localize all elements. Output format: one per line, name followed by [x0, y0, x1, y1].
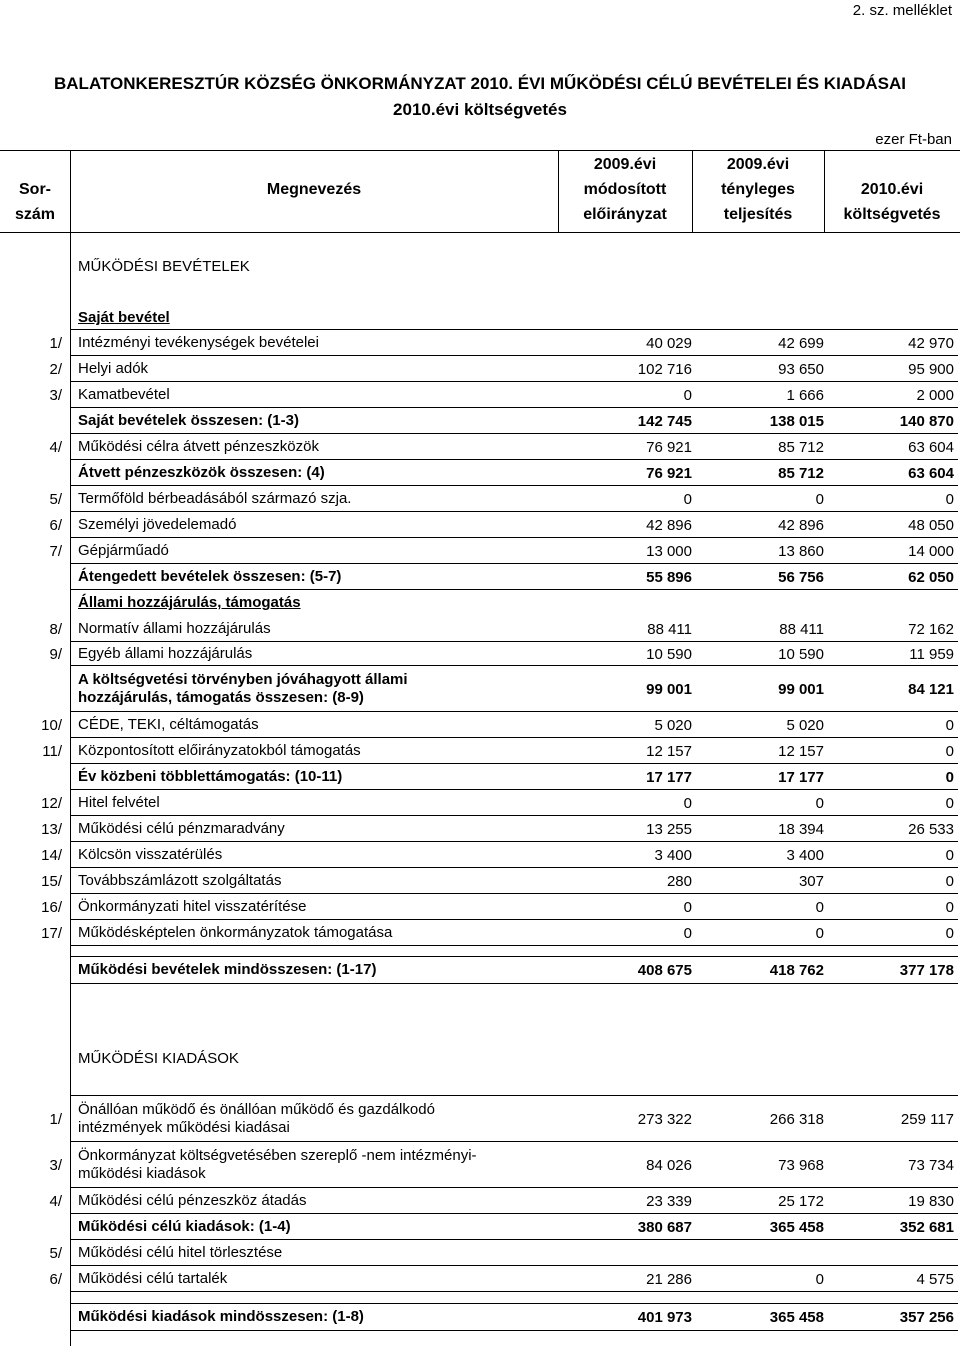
row-number: [0, 1214, 66, 1240]
row-value-col3: 0: [945, 794, 954, 812]
state-subsidy-subtitle: Állami hozzájárulás, támogatás: [78, 594, 301, 611]
row-number: 12/: [41, 794, 62, 812]
row-label: Működésképtelen önkormányzatok támogatása: [78, 924, 393, 941]
row-number: 9/: [49, 645, 62, 663]
row-label: Működési bevételek mindösszesen: (1-17): [78, 961, 377, 978]
header-megnevezes: Megnevezés: [266, 181, 362, 198]
row-label: Termőföld bérbeadásából származó szja.: [78, 490, 352, 507]
row-label: Gépjárműadó: [78, 542, 169, 559]
row-number: [0, 666, 66, 712]
row-number: [0, 460, 66, 486]
row-number: 2/: [49, 360, 62, 378]
row-number: 4/: [49, 1192, 62, 1210]
row-number: 13/: [41, 820, 62, 838]
row-value-col1: 380 687: [637, 1218, 692, 1236]
income-row: [0, 538, 958, 564]
row-value-col1: 99 001: [646, 680, 692, 698]
row-value-col1: 5 020: [654, 716, 692, 734]
row-number: 3/: [49, 1156, 62, 1174]
row-rule: [70, 1291, 958, 1292]
row-value-col3: 19 830: [908, 1192, 954, 1210]
row-value-col2: 42 896: [778, 516, 824, 534]
row-label: Átengedett bevételek összesen: (5-7): [78, 568, 342, 585]
income-row: [0, 712, 958, 738]
row-value-col1: 0: [683, 898, 692, 916]
row-value-col1: 142 745: [637, 412, 692, 430]
row-value-col2: 42 699: [778, 334, 824, 352]
row-value-col2: 5 020: [786, 716, 824, 734]
row-value-col2: 418 762: [769, 961, 824, 979]
income-row: [0, 356, 958, 382]
row-value-col1: 280: [666, 872, 692, 890]
row-value-col2: 0: [815, 794, 824, 812]
row-number: [0, 764, 66, 790]
row-value-col2: 0: [815, 898, 824, 916]
row-value-col2: 1 666: [786, 386, 824, 404]
row-label-line: A költségvetési törvényben jóváhagyott állami: [78, 671, 408, 688]
income-row: [0, 382, 958, 408]
row-value-col1: 401 973: [637, 1308, 692, 1326]
row-value-col1: 55 896: [646, 568, 692, 586]
row-value-col1: 0: [683, 794, 692, 812]
row-number: 14/: [41, 846, 62, 864]
income-row: [0, 666, 958, 712]
row-number: [0, 564, 66, 590]
row-number: 3/: [49, 386, 62, 404]
row-rule: [70, 945, 958, 946]
row-value-col2: 365 458: [769, 1308, 824, 1326]
row-value-col3: 72 162: [908, 620, 954, 638]
row-value-col3: 140 870: [899, 412, 954, 430]
row-label: Kölcsön visszatérülés: [78, 846, 223, 863]
annex-label: 2. sz. melléklet: [852, 2, 952, 19]
row-value-col2: 18 394: [778, 820, 824, 838]
row-value-col3: 0: [945, 716, 954, 734]
row-value-col3: 259 117: [900, 1110, 954, 1128]
row-label: [78, 1142, 558, 1188]
row-value-col3: 352 681: [899, 1218, 954, 1236]
income-row: [0, 842, 958, 868]
row-value-col3: 11 959: [909, 645, 954, 663]
row-rule: [70, 1330, 958, 1331]
row-label: Helyi adók: [78, 360, 149, 377]
row-value-col1: [560, 1240, 692, 1266]
row-value-col3: 73 734: [908, 1156, 954, 1174]
row-value-col1: 13 000: [646, 542, 692, 560]
row-number: 1/: [49, 1110, 62, 1128]
row-label: Személyi jövedelemadó: [78, 516, 237, 533]
row-label-line: működési kiadások: [78, 1165, 206, 1182]
income-row: [0, 642, 958, 666]
row-value-col2: 0: [815, 924, 824, 942]
row-value-col1: 40 029: [646, 334, 692, 352]
row-value-col2: 93 650: [778, 360, 824, 378]
row-rule: [70, 589, 958, 590]
income-row: [0, 816, 958, 842]
header-col-budget: 2010.évi költségvetés: [843, 181, 941, 223]
income-row: [0, 460, 958, 486]
row-value-col2: [694, 1240, 824, 1266]
row-label: Kamatbevétel: [78, 386, 170, 403]
row-number: 8/: [49, 620, 62, 638]
row-number: 5/: [49, 490, 62, 508]
row-value-col2: 17 177: [778, 768, 824, 786]
row-number: 15/: [41, 872, 62, 890]
row-number: [0, 1303, 66, 1331]
row-label: Működési célú kiadások: (1-4): [78, 1218, 291, 1235]
row-label: [78, 666, 558, 712]
row-value-col1: 10 590: [646, 645, 692, 663]
row-value-col3: 0: [945, 924, 954, 942]
row-value-col3: 4 575: [916, 1270, 954, 1288]
row-value-col2: 73 968: [778, 1156, 824, 1174]
row-value-col2: 85 712: [778, 438, 824, 456]
row-number: [0, 408, 66, 434]
expense-row: [0, 1096, 958, 1142]
unit-label: ezer Ft-ban: [875, 131, 952, 148]
income-row: [0, 868, 958, 894]
row-value-col1: 3 400: [654, 846, 692, 864]
row-value-col2: 10 590: [778, 645, 824, 663]
expense-row: [0, 1188, 958, 1214]
row-value-col3: [826, 1240, 954, 1266]
row-value-col3: 84 121: [908, 680, 954, 698]
row-value-col2: 12 157: [778, 742, 824, 760]
row-value-col3: 0: [945, 898, 954, 916]
row-label: CÉDE, TEKI, céltámogatás: [78, 716, 259, 733]
row-value-col1: 42 896: [646, 516, 692, 534]
row-value-col3: 0: [945, 490, 954, 508]
row-value-col1: 0: [683, 924, 692, 942]
row-value-col2: 307: [798, 872, 824, 890]
row-value-col1: 23 339: [646, 1192, 692, 1210]
row-label: Működési célú pénzeszköz átadás: [78, 1192, 307, 1209]
row-value-col2: 365 458: [769, 1218, 824, 1236]
row-value-col1: 17 177: [646, 768, 692, 786]
income-section-title: MŰKÖDÉSI BEVÉTELEK: [78, 258, 250, 275]
row-value-col1: 408 675: [637, 961, 692, 979]
row-value-col1: 21 286: [646, 1270, 692, 1288]
row-label: Átvett pénzeszközök összesen: (4): [78, 464, 325, 481]
row-rule: [70, 1303, 958, 1304]
row-label: Normatív állami hozzájárulás: [78, 620, 271, 637]
row-value-col3: 0: [945, 872, 954, 890]
income-row: [0, 764, 958, 790]
row-value-col3: 14 000: [908, 542, 954, 560]
expense-row: [0, 1266, 958, 1292]
row-number: 16/: [41, 898, 62, 916]
row-value-col2: 0: [815, 1270, 824, 1288]
row-value-col1: 88 411: [647, 620, 692, 638]
row-value-col1: 13 255: [646, 820, 692, 838]
row-value-col3: 62 050: [908, 568, 954, 586]
row-label-line: Önállóan működő és önállóan működő és gazdálkodó: [78, 1101, 435, 1118]
expense-row: [0, 1142, 958, 1188]
row-label: Továbbszámlázott szolgáltatás: [78, 872, 282, 889]
row-number: 1/: [49, 334, 62, 352]
header-col-actual: 2009.évi tényleges teljesítés: [721, 156, 795, 223]
own-income-subtitle: Saját bevétel: [78, 309, 170, 326]
document-subtitle: 2010.évi költségvetés: [393, 100, 567, 119]
row-label: Egyéb állami hozzájárulás: [78, 645, 253, 662]
row-value-col3: 63 604: [908, 464, 954, 482]
row-value-col2: 56 756: [778, 568, 824, 586]
row-value-col3: 357 256: [899, 1308, 954, 1326]
row-value-col1: 76 921: [646, 438, 692, 456]
row-value-col3: 63 604: [908, 438, 954, 456]
income-row: [0, 564, 958, 590]
expense-row: [0, 1240, 958, 1266]
row-number: 11/: [42, 742, 62, 760]
header-col-modified: 2009.évi módosított előirányzat: [583, 156, 667, 223]
row-number: 7/: [49, 542, 62, 560]
income-row: [0, 330, 958, 356]
row-value-col2: 138 015: [769, 412, 824, 430]
row-value-col3: 26 533: [908, 820, 954, 838]
row-label: Önkormányzati hitel visszatérítése: [78, 898, 307, 915]
document-title: BALATONKERESZTÚR KÖZSÉG ÖNKORMÁNYZAT 2010. ÉVI MŰKÖDÉSI CÉLÚ BEVÉTELEI ÉS KIADÁSAI: [54, 74, 906, 93]
row-label: Működési célú pénzmaradvány: [78, 820, 285, 837]
row-value-col1: 12 157: [646, 742, 692, 760]
row-value-col1: 273 322: [637, 1110, 692, 1128]
row-number: 10/: [41, 716, 62, 734]
income-row: [0, 738, 958, 764]
row-label: [78, 1096, 558, 1142]
row-value-col2: 266 318: [769, 1110, 824, 1128]
row-label: Működési célú hitel törlesztése: [78, 1244, 283, 1261]
expense-total-row: [0, 1303, 958, 1331]
row-value-col3: 2 000: [916, 386, 954, 404]
header-bottom-rule: [0, 232, 960, 233]
income-row: [0, 512, 958, 538]
row-number: 6/: [49, 1270, 62, 1288]
row-label-line: intézmények működési kiadásai: [78, 1119, 290, 1136]
row-value-col2: 0: [815, 490, 824, 508]
row-label: Saját bevételek összesen: (1-3): [78, 412, 299, 429]
row-value-col3: 48 050: [908, 516, 954, 534]
row-value-col2: 85 712: [778, 464, 824, 482]
row-label-line: hozzájárulás, támogatás összesen: (8-9): [78, 689, 364, 706]
row-number: 17/: [41, 924, 62, 942]
row-number: [0, 956, 66, 984]
income-total-row: [0, 956, 958, 984]
row-value-col1: 84 026: [646, 1156, 692, 1174]
row-value-col2: 3 400: [786, 846, 824, 864]
row-value-col3: 377 178: [899, 961, 954, 979]
income-row: [0, 790, 958, 816]
income-row: [0, 486, 958, 512]
row-number: 4/: [49, 438, 62, 456]
header-sorszam: Sor- szám: [14, 181, 56, 223]
row-value-col3: 0: [945, 768, 954, 786]
income-row: [0, 920, 958, 946]
row-value-col2: 13 860: [778, 542, 824, 560]
income-row: [0, 434, 958, 460]
row-value-col3: 42 970: [908, 334, 954, 352]
row-label: Központosított előirányzatokból támogatás: [78, 742, 361, 759]
row-rule: [70, 983, 958, 984]
row-rule: [70, 956, 958, 957]
row-value-col1: 76 921: [646, 464, 692, 482]
header-top-rule: [0, 150, 960, 151]
row-value-col3: 0: [945, 742, 954, 760]
row-label: Hitel felvétel: [78, 794, 160, 811]
income-row: [0, 894, 958, 920]
row-value-col3: 0: [945, 846, 954, 864]
expense-section-title: MŰKÖDÉSI KIADÁSOK: [78, 1050, 239, 1067]
row-label: Működési célra átvett pénzeszközök: [78, 438, 319, 455]
row-value-col1: 102 716: [637, 360, 692, 378]
income-row: [0, 408, 958, 434]
row-value-col2: 88 411: [779, 620, 824, 638]
row-label-line: Önkormányzat költségvetésében szereplő -nem intézményi-: [78, 1147, 477, 1164]
row-value-col2: 99 001: [778, 680, 824, 698]
row-value-col1: 0: [683, 490, 692, 508]
row-label: Működési célú tartalék: [78, 1270, 228, 1287]
income-row: [0, 616, 958, 642]
row-value-col3: 95 900: [908, 360, 954, 378]
expense-row: [0, 1214, 958, 1240]
row-label: Működési kiadások mindösszesen: (1-8): [78, 1308, 364, 1325]
row-label: Intézményi tevékenységek bevételei: [78, 334, 319, 351]
row-value-col1: 0: [683, 386, 692, 404]
row-number: 6/: [49, 516, 62, 534]
row-value-col2: 25 172: [778, 1192, 824, 1210]
row-label: Év közbeni többlettámogatás: (10-11): [78, 768, 343, 785]
row-number: 5/: [49, 1244, 62, 1262]
